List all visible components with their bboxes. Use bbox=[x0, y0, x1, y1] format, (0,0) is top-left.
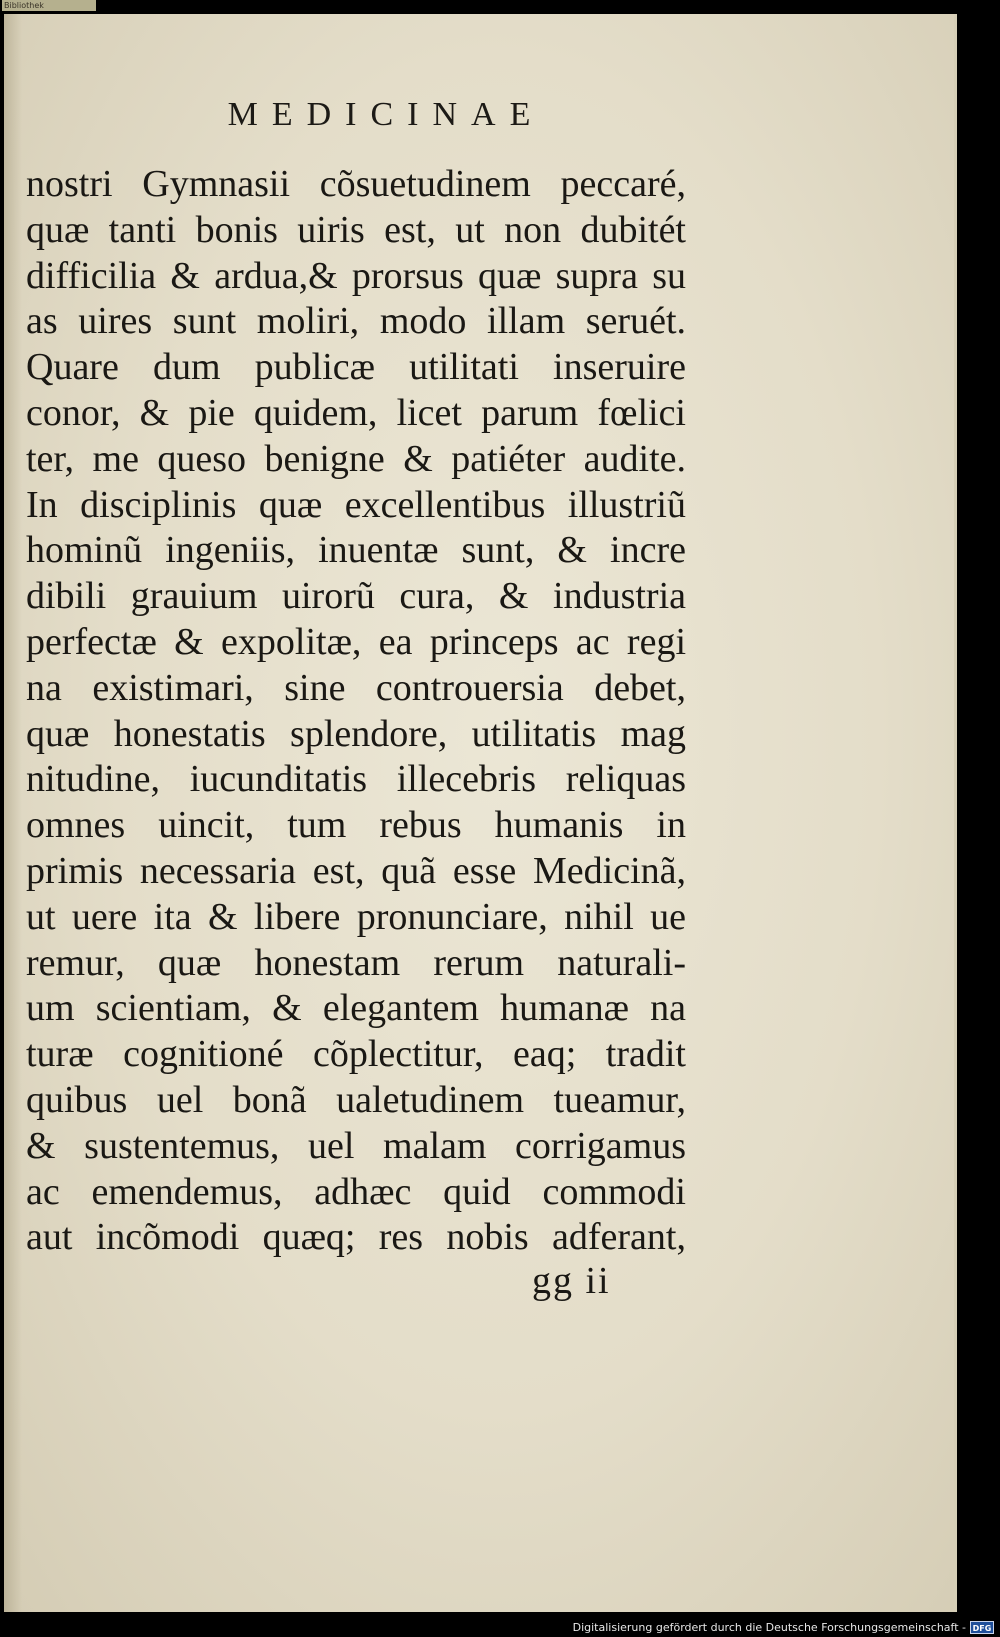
text-line: turæ cognitioné cõplectitur, eaq; tradit bbox=[26, 1033, 686, 1076]
text-line: & sustentemus, uel malam corrigamus bbox=[26, 1124, 686, 1167]
text-line: um scientiam, & elegantem humanæ na bbox=[26, 987, 686, 1030]
signature-mark: gg ii bbox=[532, 1260, 611, 1302]
text-line: na existimari, sine controuersia debet, bbox=[26, 666, 686, 709]
running-head-text: MEDICINAE bbox=[227, 96, 545, 133]
body-text bbox=[26, 162, 686, 1261]
text-line: ter, me queso benigne & patiéter audite. bbox=[26, 437, 686, 480]
text-line: quæ tanti bonis uiris est, ut non dubitét bbox=[26, 208, 686, 251]
text-line: nostri Gymnasii cõsuetudinem peccaré, bbox=[26, 163, 686, 205]
text-line: perfectæ & expolitæ, ea princeps ac regi bbox=[26, 620, 686, 663]
text-line: quæ honestatis splendore, utilitatis mag bbox=[26, 712, 686, 755]
text-line: nitudine, iucunditatis illecebris reliquas bbox=[26, 758, 686, 801]
text-line: In disciplinis quæ excellentibus illustriũ bbox=[26, 483, 686, 526]
text-line: remur, quæ honestam rerum naturali- bbox=[26, 941, 686, 984]
text-line: as uires sunt moliri, modo illam seruét. bbox=[26, 300, 686, 343]
text-line: ut uere ita & libere pronunciare, nihil ue bbox=[26, 895, 686, 938]
digitization-credit: Digitalisierung gefördert durch die Deutsche Forschungsgemeinschaft - bbox=[572, 1621, 966, 1634]
text-line: primis necessaria est, quã esse Medicinã, bbox=[26, 849, 686, 892]
text-line: conor, & pie quidem, licet parum fœlici bbox=[26, 391, 686, 434]
text-line: Quare dum publicæ utilitati inseruire bbox=[26, 346, 686, 389]
running-head bbox=[6, 96, 766, 134]
text-line: difficilia & ardua,& prorsus quæ supra su bbox=[26, 254, 686, 297]
library-corner-tag: Bibliothek bbox=[2, 0, 96, 11]
text-line: ac emendemus, adhæc quid commodi bbox=[26, 1170, 686, 1213]
text-line: dibili grauium uirorũ cura, & industria bbox=[26, 575, 686, 618]
dfg-logo-icon: DFG bbox=[970, 1621, 994, 1634]
text-line: hominũ ingeniis, inuentæ sunt, & incre bbox=[26, 529, 686, 572]
book-page bbox=[4, 14, 957, 1612]
page-spine-shadow bbox=[4, 14, 22, 1612]
text-line: quibus uel bonã ualetudinem tueamur, bbox=[26, 1078, 686, 1121]
text-line: omnes uincit, tum rebus humanis in bbox=[26, 804, 686, 847]
text-line: aut incõmodi quæq; res nobis adferant, bbox=[26, 1216, 686, 1259]
